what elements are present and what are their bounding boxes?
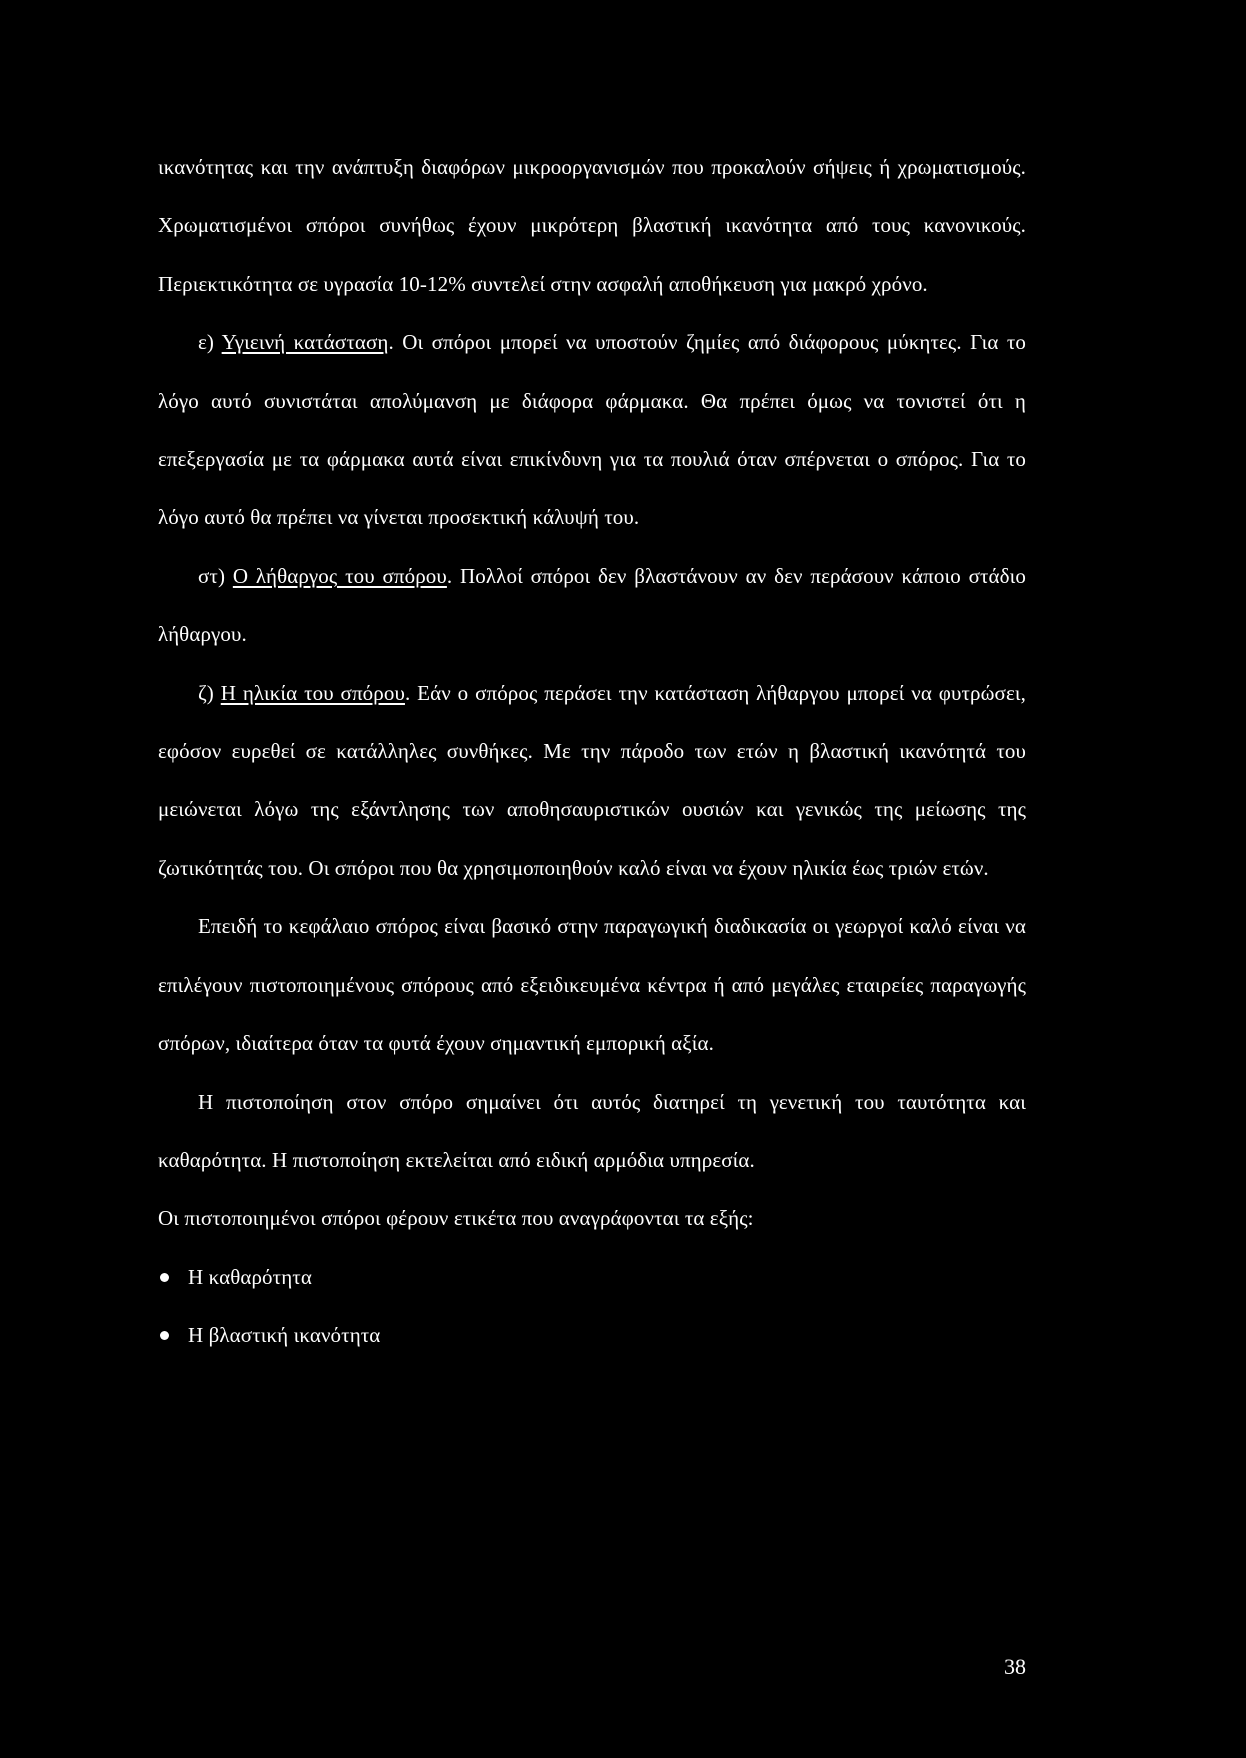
paragraph-certified-seeds: Επειδή το κεφάλαιο σπόρος είναι βασικό στην παραγωγική διαδικασία οι γεωργοί καλό είναι να επιλέγουν πιστοποιημένους σπόρους από εξειδικευμένα κέντρα ή από μεγάλες εταιρείες παραγωγής σπόρων, ιδιαίτερα όταν τα φυτά έχουν σημαντική εμπορική αξία. [158,914,1026,1056]
paragraph-seed-age [158,664,1026,898]
section-heading-seed-age: Η ηλικία του σπόρου [220,680,405,705]
paragraph-body: . Οι σπόροι μπορεί να υποστούν ζημίες από διάφορους μύκητες. Για το λόγο αυτό συνιστάται απολύμανση με διάφορα φάρμακα. Θα πρέπει όμως να τονιστεί ότι η επεξεργασία με τα φάρμακα αυτά είναι επικίνδυνη για τα πουλιά όταν σπέρνεται ο σπόρος. Για το λόγο αυτό θα πρέπει να γίνεται προσεκτική κάλυψή του. [158,330,1026,530]
paragraph-health-condition [158,313,1026,547]
paragraph-label-intro: Οι πιστοποιημένοι σπόροι φέρουν ετικέτα που αναγράφονται τα εξής: [158,1206,754,1231]
paragraph-body: . Εάν ο σπόρος περάσει την κατάσταση λήθαργου μπορεί να φυτρώσει, εφόσον ευρεθεί σε κατάλληλες συνθήκες. Με την πάροδο των ετών η βλαστική ικανότητά του μειώνεται λόγω της εξάντλησης των αποθησαυριστικών ουσιών και γενικώς της μείωσης της ζωτικότητάς του. Οι σπόροι που θα χρησιμοποιηθούν καλό είναι να έχουν ηλικία έως τριών ετών. [158,680,1026,880]
item-marker: ζ) [198,680,221,705]
label-contents-list [158,1248,1026,1365]
page-number: 38 [1004,1654,1026,1679]
bullet-text: Η καθαρότητα [188,1264,312,1289]
list-item [158,1306,1026,1364]
item-marker: στ) [198,563,233,588]
section-heading-health: Υγιεινή κατάσταση [221,330,389,355]
list-item [158,1248,1026,1306]
paragraph-certification: Η πιστοποίηση στον σπόρο σημαίνει ότι αυτός διατηρεί τη γενετική του ταυτότητα και καθαρότητα. Η πιστοποίηση εκτελείται από ειδική αρμόδια υπηρεσία. [158,1089,1026,1172]
section-heading-dormancy: Ο λήθαργος του σπόρου [232,563,447,588]
body-text [158,138,1026,1365]
item-marker: ε) [198,330,222,355]
paragraph-dormancy [158,547,1026,664]
paragraph-body: . Πολλοί σπόροι δεν βλαστάνουν αν δεν περάσουν κάποιο στάδιο λήθαργου. [158,563,1026,647]
paragraph-moisture: ικανότητας και την ανάπτυξη διαφόρων μικροοργανισμών που προκαλούν σήψεις ή χρωματισμούς. Χρωματισμένοι σπόροι συνήθως έχουν μικρότερη βλαστική ικανότητα από τους κανονικούς. Περιεκτικότητα σε υγρασία 10-12% συντελεί στην ασφαλή αποθήκευση για μακρό χρόνο. [158,155,1026,296]
bullet-text: Η βλαστική ικανότητα [188,1323,381,1348]
